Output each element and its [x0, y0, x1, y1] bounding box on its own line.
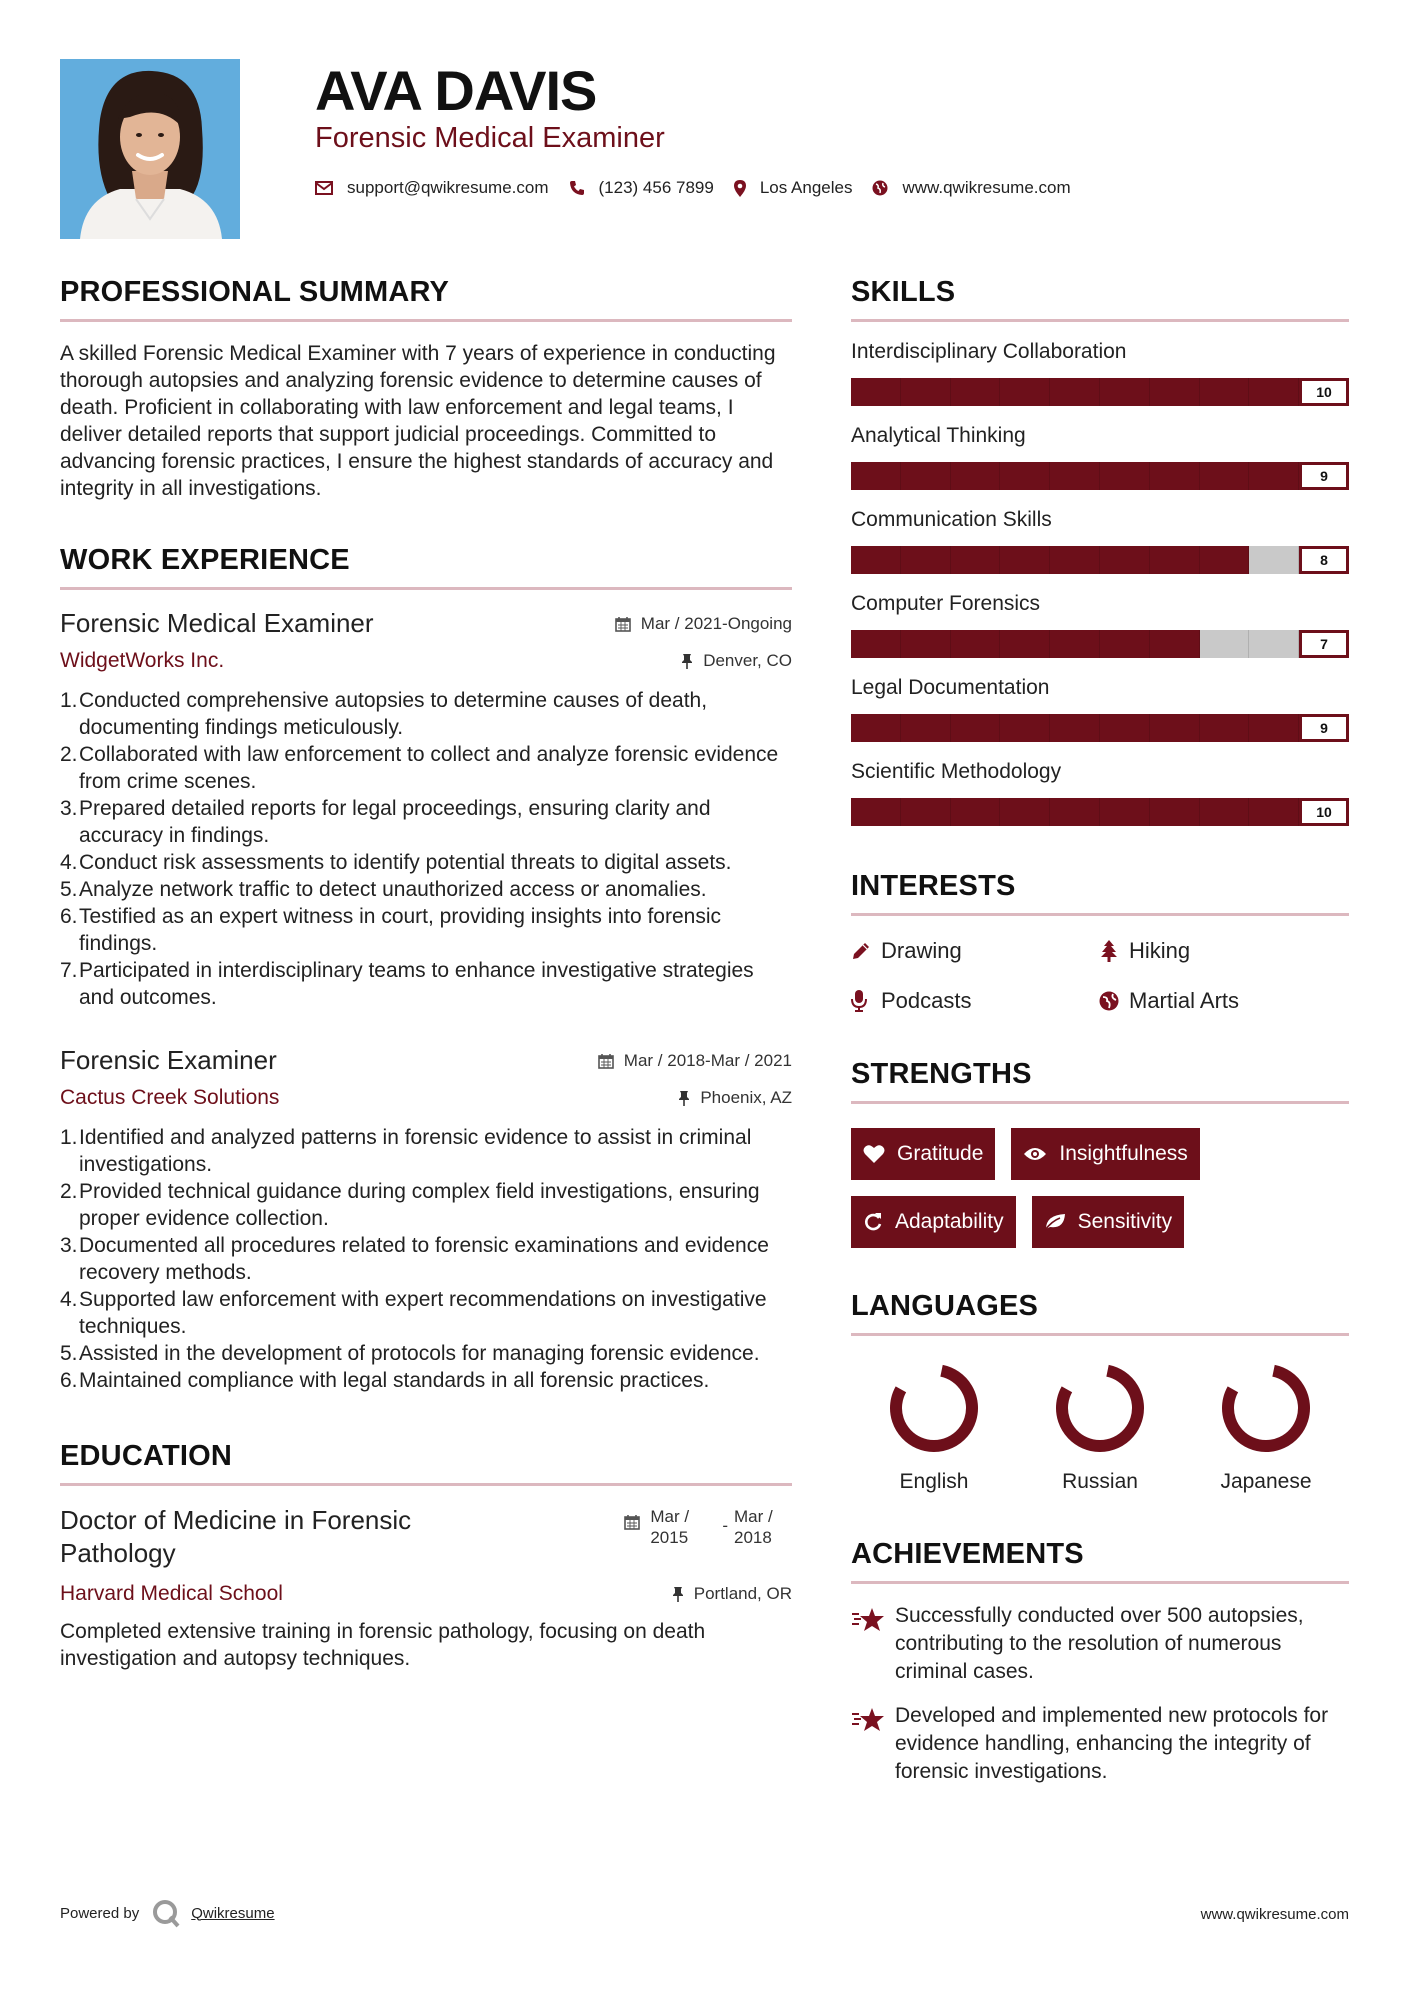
skill-bar-segment: [1050, 462, 1100, 490]
list-item: 6. Testified as an expert witness in court, providing insights into forensic findings.: [60, 905, 721, 955]
skill-item: [851, 508, 1349, 574]
skill-item: [851, 340, 1349, 406]
skill-bar-segment: [951, 714, 1001, 742]
skills-section: [851, 276, 1349, 826]
job-bullets: [60, 1124, 792, 1394]
star-icon: [851, 1702, 895, 1786]
skill-bar-segment: [901, 546, 951, 574]
skill-bar-segment: [901, 630, 951, 658]
language-name: Japanese: [1220, 1470, 1312, 1493]
skill-item: [851, 592, 1349, 658]
skill-name: Scientific Methodology: [851, 760, 1062, 783]
interests-grid: [851, 938, 1349, 1014]
experience-section: [60, 544, 792, 1394]
achievement-text: Successfully conducted over 500 autopsies, contributing to the resolution of numerous criminal cases.: [895, 1604, 1304, 1683]
skill-level-badge: 7: [1299, 630, 1349, 658]
date-separator: -: [722, 1516, 728, 1535]
skill-bar-segment: [1200, 714, 1250, 742]
right-column: [851, 276, 1349, 1786]
education-description: Completed extensive training in forensic pathology, focusing on death investigation and autopsy techniques.: [60, 1620, 706, 1670]
qwikresume-link[interactable]: Qwikresume: [191, 1904, 275, 1922]
job-title: Forensic Examiner: [60, 1045, 277, 1075]
skill-level-bar: [851, 798, 1349, 826]
skill-item: [851, 760, 1349, 826]
strengths-section: [851, 1058, 1349, 1248]
list-item: 7. Participated in interdisciplinary teams to enhance investigative strategies and outcomes.: [60, 959, 754, 1009]
left-column: [60, 276, 792, 1672]
skill-bar-segment: [1200, 378, 1250, 406]
job-location: [678, 1088, 792, 1108]
skill-bar-segment: [1150, 798, 1200, 826]
skill-bar-segment: [1050, 630, 1100, 658]
microphone-icon: [851, 990, 881, 1012]
languages-section: [851, 1290, 1349, 1494]
education-heading: EDUCATION: [60, 1440, 233, 1472]
skill-bar-segment: [1100, 714, 1150, 742]
language-name: Russian: [1062, 1470, 1138, 1493]
skill-bar-segment: [1150, 630, 1200, 658]
skill-bar-segment: [951, 798, 1001, 826]
skill-level-badge: 9: [1299, 714, 1349, 742]
list-item: 6. Maintained compliance with legal standards in all forensic practices.: [60, 1369, 710, 1392]
globe-icon: [1099, 991, 1129, 1011]
job-entry: [60, 608, 792, 1011]
skill-bar-segment: [1050, 378, 1100, 406]
section-divider: [851, 913, 1349, 916]
skill-name: Computer Forensics: [851, 592, 1041, 615]
tree-icon: [1099, 940, 1129, 962]
summary-text: A skilled Forensic Medical Examiner with 7 years of experience in conducting thorough autopsies and analyzing forensic evidence to determine causes of death. Proficient in collaborating with law enforcement and legal teams, I deliver detailed reports that support judicial proceedings. Committed to advancing forensic practices, I ensure the highest standards of accuracy and integrity in all investigations.: [60, 342, 776, 500]
education-section: [60, 1440, 792, 1672]
footer-website[interactable]: www.qwikresume.com: [1200, 1906, 1349, 1923]
skill-bar-segment: [851, 462, 901, 490]
language-name: English: [899, 1470, 969, 1493]
globe-icon: [872, 180, 888, 196]
skill-bar-segment: [1000, 798, 1050, 826]
strength-tag: Adaptability: [851, 1196, 1016, 1248]
skill-name: Analytical Thinking: [851, 424, 1026, 447]
skill-bar-segment: [1000, 462, 1050, 490]
calendar-icon: [615, 616, 631, 632]
skill-bar-segment: [851, 798, 901, 826]
strengths-heading: STRENGTHS: [851, 1058, 1032, 1090]
candidate-name: AVA DAVIS: [315, 59, 597, 122]
pencil-icon: [851, 941, 881, 961]
achievement-item: [851, 1702, 1349, 1786]
job-location: [681, 651, 792, 671]
skill-bar-segment: [1249, 462, 1299, 490]
school-name: Harvard Medical School: [60, 1582, 283, 1605]
skill-bar-segment: [851, 630, 901, 658]
skill-bar-segment: [1000, 546, 1050, 574]
skill-level-badge: 10: [1299, 378, 1349, 406]
contact-website[interactable]: [872, 178, 1070, 198]
skill-bar-segment: [1100, 546, 1150, 574]
skill-bar-segment: [1000, 630, 1050, 658]
interest-item: Podcasts: [851, 988, 1099, 1014]
skill-level-bar: [851, 630, 1349, 658]
job-entry: [60, 1045, 792, 1394]
pushpin-icon: [678, 1090, 690, 1106]
calendar-icon: [598, 1053, 614, 1069]
star-icon: [851, 1602, 895, 1686]
skill-bar-segment: [1000, 714, 1050, 742]
section-divider: [851, 319, 1349, 322]
job-bullets: [60, 687, 792, 1011]
job-date: [598, 1051, 792, 1071]
phone-icon: [569, 180, 585, 196]
skill-bar-segment: [1200, 798, 1250, 826]
skill-level-bar: [851, 462, 1349, 490]
skill-bar-segment: [1200, 630, 1250, 658]
language-progress-ring: [1218, 1360, 1314, 1456]
achievement-text: Developed and implemented new protocols for evidence handling, enhancing the integrity of forensic investigations.: [895, 1704, 1329, 1783]
job-location-text: Phoenix, AZ: [700, 1088, 792, 1107]
achievement-item: [851, 1602, 1349, 1686]
job-date-text: Mar / 2021-Ongoing: [640, 614, 792, 633]
language-progress-ring: [1052, 1360, 1148, 1456]
summary-section: [60, 276, 792, 502]
summary-heading: PROFESSIONAL SUMMARY: [60, 276, 450, 308]
achievements-heading: ACHIEVEMENTS: [851, 1538, 1084, 1570]
list-item: 5. Analyze network traffic to detect unauthorized access or anomalies.: [60, 878, 707, 901]
contact-location: [734, 178, 853, 198]
education-dates: [624, 1506, 792, 1548]
section-divider: [60, 1483, 792, 1486]
job-company: Cactus Creek Solutions: [60, 1086, 280, 1109]
list-item: 5. Assisted in the development of protocols for managing forensic evidence.: [60, 1342, 760, 1365]
skill-bar-segment: [1150, 378, 1200, 406]
skill-bar-segment: [1249, 798, 1299, 826]
job-date: [615, 614, 792, 634]
section-divider: [60, 319, 792, 322]
profile-photo: [60, 59, 240, 239]
skill-level-bar: [851, 378, 1349, 406]
pushpin-icon: [681, 653, 693, 669]
skill-bar-segment: [1050, 546, 1100, 574]
skill-bar-segment: [1249, 630, 1299, 658]
envelope-icon: [315, 181, 333, 195]
contact-phone[interactable]: [569, 178, 714, 198]
list-item: 1. Identified and analyzed patterns in forensic evidence to assist in criminal investigations.: [60, 1126, 752, 1176]
contact-bar: [315, 178, 1091, 198]
heart-icon: [863, 1144, 885, 1164]
interests-section: [851, 870, 1349, 1014]
language-item: [851, 1360, 1017, 1494]
list-item: 2. Provided technical guidance during complex field investigations, ensuring proper evidence collection.: [60, 1180, 760, 1230]
skill-level-badge: 9: [1299, 462, 1349, 490]
section-divider: [60, 587, 792, 590]
contact-website-text: www.qwikresume.com: [902, 178, 1071, 197]
skill-name: Interdisciplinary Collaboration: [851, 340, 1127, 363]
degree-title: Doctor of Medicine in Forensic Pathology: [60, 1505, 412, 1568]
list-item: 4. Conduct risk assessments to identify potential threats to digital assets.: [60, 851, 732, 874]
calendar-icon: [624, 1514, 640, 1530]
interest-item: Hiking: [1099, 938, 1347, 964]
pushpin-icon: [672, 1586, 684, 1602]
job-company: WidgetWorks Inc.: [60, 649, 225, 672]
skill-bar-segment: [1100, 630, 1150, 658]
list-item: 2. Collaborated with law enforcement to collect and analyze forensic evidence from crime scenes.: [60, 743, 779, 793]
skill-bar-segment: [1100, 462, 1150, 490]
skill-name: Legal Documentation: [851, 676, 1050, 699]
skill-bar-segment: [901, 798, 951, 826]
skill-name: Communication Skills: [851, 508, 1052, 531]
section-divider: [851, 1101, 1349, 1104]
skill-bar-segment: [1000, 378, 1050, 406]
skill-bar-segment: [1200, 462, 1250, 490]
languages-heading: LANGUAGES: [851, 1290, 1039, 1322]
skill-bar-segment: [1100, 378, 1150, 406]
skill-bar-segment: [901, 378, 951, 406]
strengths-tags: [851, 1128, 1349, 1248]
language-item: [1183, 1360, 1349, 1494]
skill-bar-segment: [1150, 546, 1200, 574]
job-date-text: Mar / 2018-Mar / 2021: [623, 1051, 792, 1070]
interests-heading: INTERESTS: [851, 870, 1016, 902]
footer-powered-by: [60, 1898, 275, 1928]
skill-bar-segment: [951, 546, 1001, 574]
section-divider: [851, 1581, 1349, 1584]
candidate-role: Forensic Medical Examiner: [315, 122, 665, 154]
education-end: Mar / 2018: [734, 1507, 773, 1547]
language-item: [1017, 1360, 1183, 1494]
education-start: Mar / 2015: [650, 1507, 690, 1547]
interest-item: Martial Arts: [1099, 988, 1347, 1014]
strength-tag: Insightfulness: [1011, 1128, 1199, 1180]
achievements-section: [851, 1538, 1349, 1786]
skill-bar-segment: [1100, 798, 1150, 826]
skill-bar-segment: [1150, 714, 1200, 742]
contact-email[interactable]: [315, 178, 549, 198]
skill-bar-segment: [951, 630, 1001, 658]
list-item: 4. Supported law enforcement with expert recommendations on investigative techniques.: [60, 1288, 767, 1338]
powered-by-label: Powered by: [60, 1904, 140, 1922]
eye-icon: [1023, 1146, 1047, 1162]
skill-item: [851, 424, 1349, 490]
job-location-text: Denver, CO: [703, 651, 792, 670]
skill-bar-segment: [901, 462, 951, 490]
contact-phone-text: (123) 456 7899: [598, 178, 714, 197]
leaf-icon: [1044, 1213, 1066, 1231]
skill-bar-segment: [1249, 546, 1299, 574]
contact-email-text: support@qwikresume.com: [347, 178, 549, 197]
skill-bar-segment: [951, 462, 1001, 490]
languages-list: [851, 1360, 1349, 1494]
strength-tag: Sensitivity: [1032, 1196, 1185, 1248]
skill-bar-segment: [1200, 546, 1250, 574]
skill-bar-segment: [851, 714, 901, 742]
skill-level-badge: 8: [1299, 546, 1349, 574]
skill-bar-segment: [1249, 714, 1299, 742]
strength-tag: Gratitude: [851, 1128, 995, 1180]
interest-item: Drawing: [851, 938, 1099, 964]
skill-level-bar: [851, 714, 1349, 742]
contact-location-text: Los Angeles: [759, 178, 853, 197]
map-pin-icon: [734, 180, 746, 197]
skill-bar-segment: [851, 546, 901, 574]
skill-bar-segment: [851, 378, 901, 406]
skill-level-bar: [851, 546, 1349, 574]
school-location-text: Portland, OR: [693, 1584, 792, 1603]
skill-bar-segment: [1150, 462, 1200, 490]
section-divider: [851, 1333, 1349, 1336]
skill-level-badge: 10: [1299, 798, 1349, 826]
skill-bar-segment: [901, 714, 951, 742]
list-item: 3. Documented all procedures related to forensic examinations and evidence recovery methods.: [60, 1234, 769, 1284]
language-progress-ring: [886, 1360, 982, 1456]
qwikresume-logo-icon: [151, 1898, 181, 1928]
skill-bar-segment: [1050, 714, 1100, 742]
skill-bar-segment: [1249, 378, 1299, 406]
skills-heading: SKILLS: [851, 276, 956, 308]
job-title: Forensic Medical Examiner: [60, 608, 374, 638]
skill-item: [851, 676, 1349, 742]
refresh-icon: [863, 1212, 883, 1232]
experience-heading: WORK EXPERIENCE: [60, 544, 350, 576]
skills-list: [851, 340, 1349, 826]
list-item: 1. Conducted comprehensive autopsies to determine causes of death, documenting findings meticulously.: [60, 689, 708, 739]
list-item: 3. Prepared detailed reports for legal proceedings, ensuring clarity and accuracy in findings.: [60, 797, 711, 847]
skill-bar-segment: [951, 378, 1001, 406]
skill-bar-segment: [1050, 798, 1100, 826]
education-entry: [60, 1504, 792, 1672]
school-location: [672, 1584, 792, 1604]
